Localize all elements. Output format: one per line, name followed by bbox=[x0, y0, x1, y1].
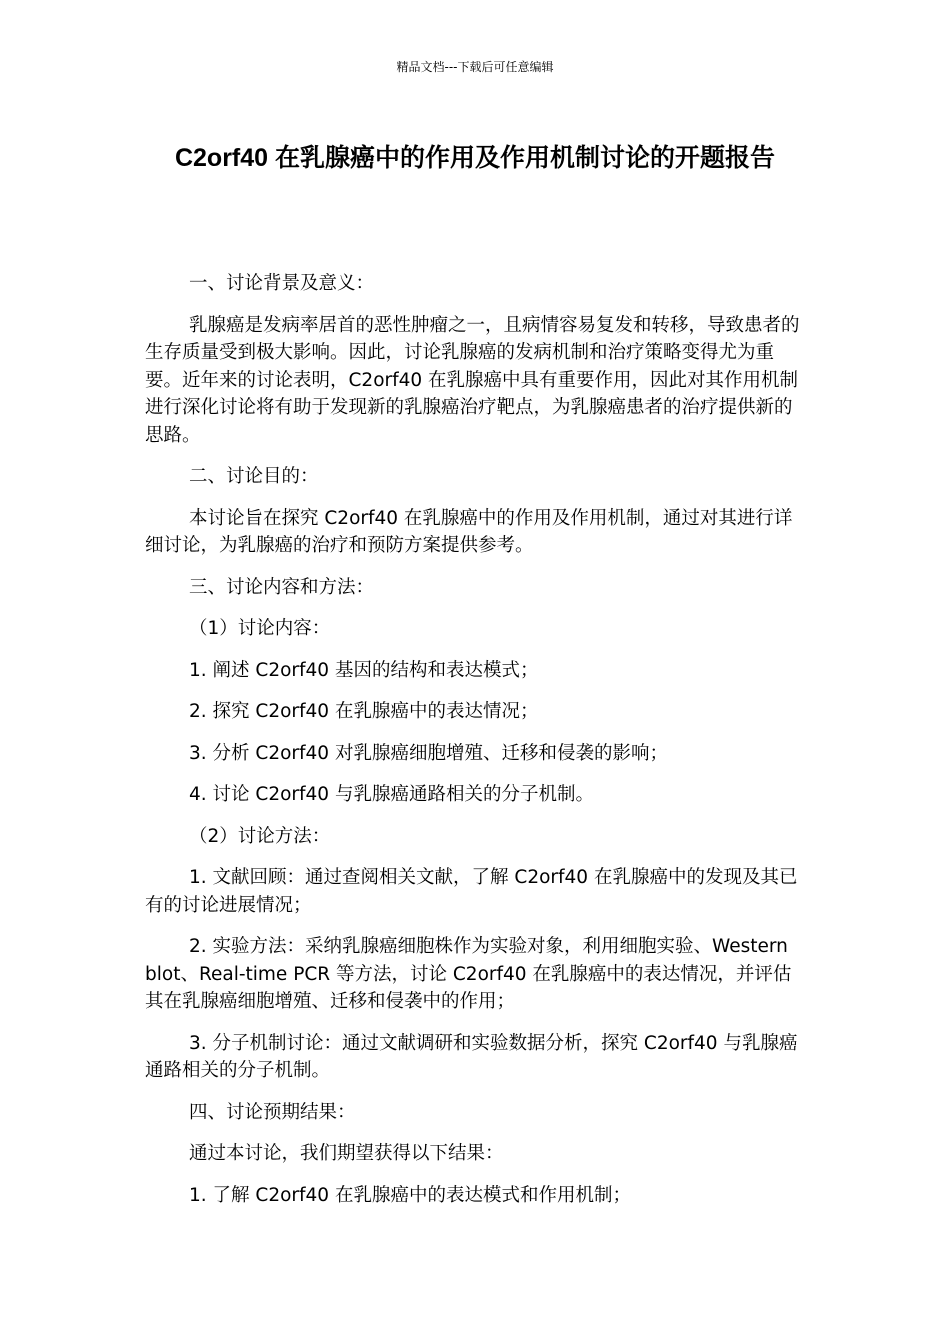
section-heading-content-methods: 三、讨论内容和方法： bbox=[189, 576, 375, 598]
section-heading-objective: 二、讨论目的： bbox=[189, 466, 319, 487]
list-item-method-2: 2. 实验方法：采纳乳腺癌细胞株作为实验对象，利用细胞实验、Western blot、Real-time PCR 等方法，讨论 C2orf40 在乳腺癌中的表达情况，并评估其在乳腺癌细胞增殖、迁移和侵袭中的作用； bbox=[145, 936, 792, 1012]
paragraph-expected-intro: 通过本讨论，我们期望获得以下结果： bbox=[189, 1143, 504, 1164]
document-title: C2orf40 在乳腺癌中的作用及作用机制讨论的开题报告 bbox=[174, 144, 776, 172]
list-item-method-3: 3. 分子机制讨论：通过文献调研和实验数据分析，探究 C2orf40 与乳腺癌通路相关的分子机制。 bbox=[145, 1032, 798, 1081]
subheading-methods: （2）讨论方法： bbox=[189, 825, 331, 847]
list-item-content-2: 2. 探究 C2orf40 在乳腺癌中的表达情况； bbox=[189, 701, 539, 722]
list-item-content-1: 1. 阐述 C2orf40 基因的结构和表达模式； bbox=[189, 659, 539, 681]
document-body bbox=[145, 270, 807, 1223]
paragraph-objective: 本讨论旨在探究 C2orf40 在乳腺癌中的作用及作用机制，通过对其进行详细讨论，为乳腺癌的治疗和预防方案提供参考。 bbox=[145, 507, 793, 556]
page-header: 精品文档---下载后可任意编辑 bbox=[396, 60, 554, 74]
list-item-method-1: 1. 文献回顾：通过查阅相关文献，了解 C2orf40 在乳腺癌中的发现及其已有的讨论进展情况； bbox=[145, 867, 798, 916]
list-item-content-3: 3. 分析 C2orf40 对乳腺癌细胞增殖、迁移和侵袭的影响； bbox=[189, 742, 668, 764]
list-item-content-4: 4. 讨论 C2orf40 与乳腺癌通路相关的分子机制。 bbox=[189, 784, 594, 805]
section-heading-expected-results: 四、讨论预期结果： bbox=[189, 1101, 356, 1123]
subheading-content: （1）讨论内容： bbox=[189, 618, 331, 639]
section-heading-background: 一、讨论背景及意义： bbox=[189, 273, 375, 294]
list-item-result-1: 1. 了解 C2orf40 在乳腺癌中的表达模式和作用机制； bbox=[189, 1184, 631, 1206]
paragraph-background: 乳腺癌是发病率居首的恶性肿瘤之一，且病情容易复发和转移，导致患者的生存质量受到极大影响。因此，讨论乳腺癌的发病机制和治疗策略变得尤为重要。近年来的讨论表明，C2orf40 在乳腺癌中具有重要作用，因此对其作用机制进行深化讨论将有助于发现新的乳腺癌治疗靶点，为乳腺癌患者的治疗提供新的思路。 bbox=[145, 314, 800, 446]
